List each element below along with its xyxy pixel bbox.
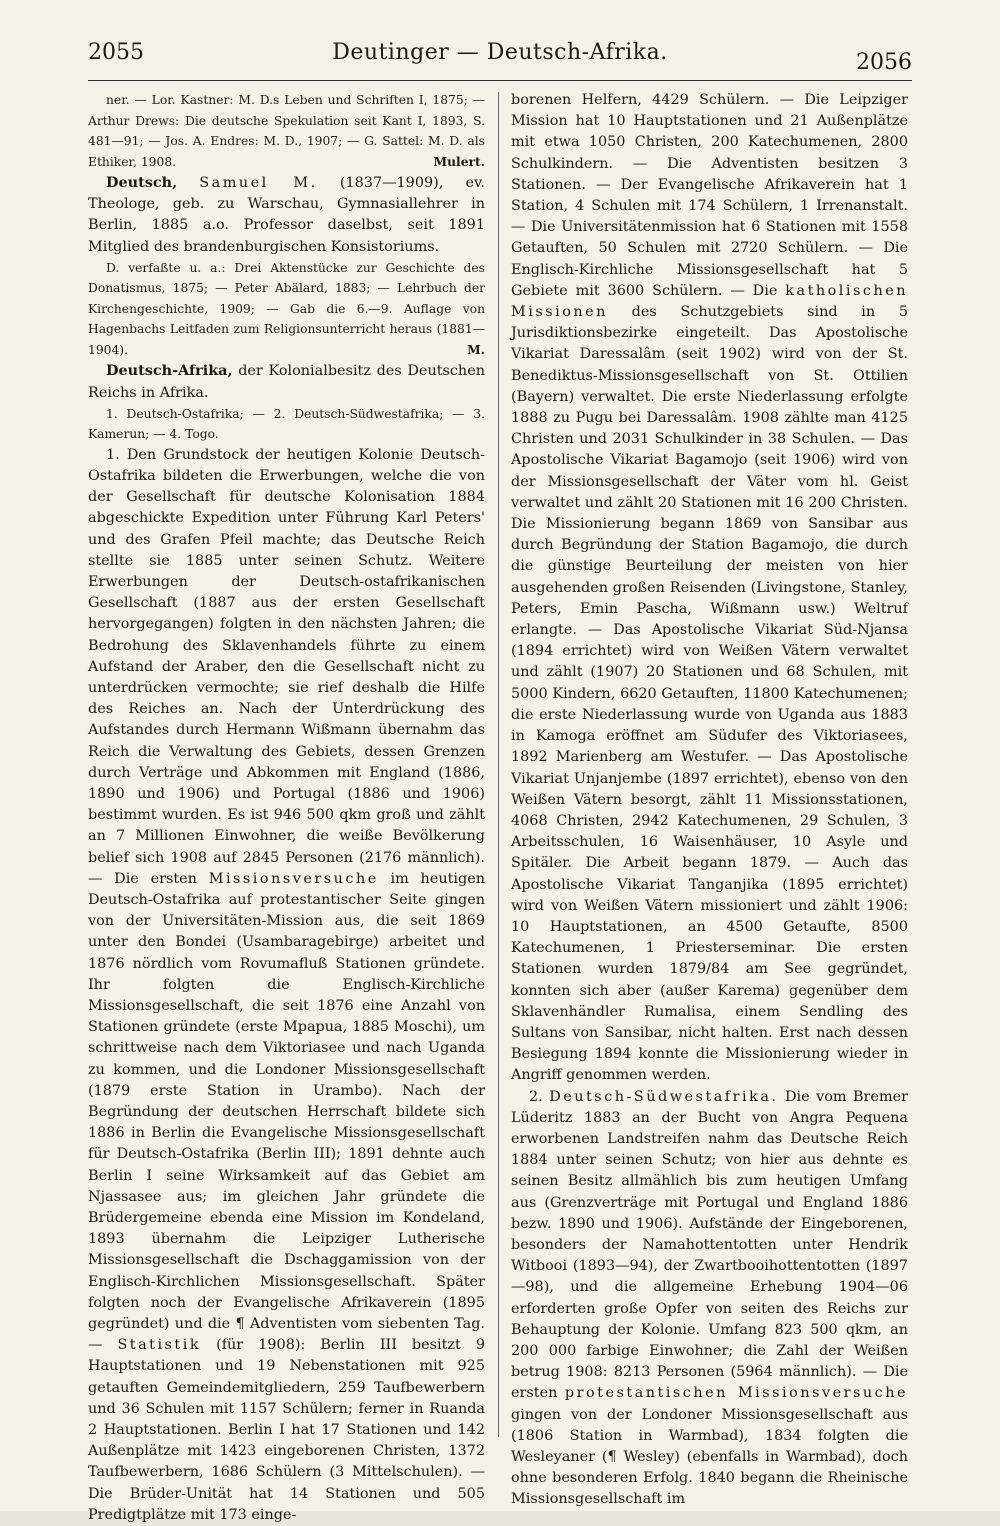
entry-name: Samuel M.	[199, 175, 318, 191]
spaced-term: Deutsch-Südwestafrika.	[549, 1088, 779, 1105]
entry-deutsch-afrika: Deutsch-Afrika, der Kolonialbesitz des Deutschen Reichs in Afrika.	[88, 362, 485, 401]
spaced-term: katholischen Missionen	[511, 282, 908, 321]
spaced-term: Statistik	[117, 1337, 202, 1354]
entry-headword: Deutsch,	[106, 174, 178, 191]
running-title: Deutinger — Deutsch-Afrika.	[332, 40, 668, 65]
header-rule	[88, 80, 912, 81]
signature-mulert: Mulert.	[433, 153, 485, 169]
signature-m: M.	[467, 341, 485, 357]
section-suedwestafrika: 2. Deutsch-Südwestafrika. Die vom Bremer Lüderitz 1883 an der Bucht von Angra Pequena erworbenen Landstreifen nahm das Deutsche Reich 1884 unter seinen Schutz; von hier aus dehnte es seinen Besitz allmählich bis zum heutigen Umfang aus (Grenzverträge mit Portugal und England 1886 bezw. 1890 und 1906). Aufstände der Eingeborenen, besonders der Namahottentotten unter Hendrik Witbooi (1893—94), der Zwartbooihottentotten (1897—98), und die allgemeine Erhebung 1904—06 erforderten große Opfer von seiten des Reichs zur Behauptung der Kolonie. Umfang 823 500 qkm, an 200 000 farbige Einwohner; die Zahl der Weißen betrug 1908: 8213 Personen (5964 männlich). — Die ersten protestantischen Missionsversuche gingen von der Londoner Missionsgesellschaft aus (1806 Station in Warmbad), 1834 folgten die Wesleyaner (¶ Wesley) (ebenfalls in Warmbad), doch ohne besonderen Erfolg. 1840 begann die Rheinische Missionsgesellschaft im	[511, 1088, 908, 1508]
column-divider	[498, 92, 499, 1437]
entry-contents: 1. Deutsch-Ostafrika; — 2. Deutsch-Südwestafrika; — 3. Kamerun; — 4. Togo.	[88, 406, 485, 442]
entry-headword: Deutsch-Afrika,	[106, 362, 233, 380]
right-column	[511, 90, 908, 1511]
page-header	[88, 40, 912, 80]
section-ostafrika-continued: borenen Helfern, 4429 Schülern. — Die Leipziger Mission hat 10 Hauptstationen und 21 Außenplätze mit etwa 1050 Christen, 200 Katechumenen, 2800 Schulkindern. — Die Adventisten besitzen 3 Stationen. — Der Evangelische Afrikaverein hat 1 Station, 4 Schulen mit 174 Schülern, 1 Irrenanstalt. — Die Universitätenmission hat 6 Stationen mit 1558 Getauften, 50 Schulen mit 2720 Schülern. — Die Englisch-Kirchliche Missionsgesellschaft hat 5 Gebiete mit 3600 Schülern. — Die katholischen Missionen des Schutzgebiets sind in 5 Jurisdiktionsbezirke eingeteilt. Das Apostolische Vikariat Daressalâm (seit 1902) wird von der St. Benediktus-Missionsgesellschaft von St. Ottilien (Bayern) verwaltet. Die erste Niederlassung erfolgte 1888 zu Pugu bei Daressalâm. 1908 zählte man 4125 Christen und 2031 Schulkinder in 38 Schulen. — Das Apostolische Vikariat Bagamojo (seit 1906) wird von der Missionsgesellschaft der Väter vom hl. Geist verwaltet und zählt 20 Stationen mit 16 200 Christen. Die Missionierung begann 1869 von Sansibar aus durch Begründung der Station Bagamojo, die durch die günstige Beurteilung der meisten von hier ausgehenden großen Reisenden (Livingstone, Stanley, Peters, Emin Pascha, Wißmann usw.) Weltruf erlangte. — Das Apostolische Vikariat Süd-Njansa (1894 errichtet) wird von Weißen Vätern verwaltet und zählt (1907) 20 Stationen und 68 Schulen, mit 5000 Kindern, 6620 Getauften, 11800 Katechumenen; die erste Niederlassung wurde von Uganda aus 1883 in Kamoga eröffnet am Südufer des Viktoriasees, 1892 Marienberg am Westufer. — Das Apostolische Vikariat Unjanjembe (1897 errichtet), ebenso von den Weißen Vätern besorgt, zählt 11 Missionsstationen, 4068 Christen, 2942 Katechumenen, 29 Schulen, 3 Arbeitsschulen, 16 Waisenhäuser, 10 Asyle und Spitäler. Die Arbeit begann 1879. — Auch das Apostolische Vikariat Tanganjika (1895 errichtet) wird von Weißen Vätern missioniert und zählt 1906: 10 Hauptstationen, an 4500 Getaufte, 8500 Katechumenen, 1 Priesterseminar. Die ersten Stationen wurden 1879/84 am See gegründet, konnten sich aber (außer Karema) gegenüber dem Sklavenhändler Rumalisa, einem Sendling des Sultans von Sansibar, nicht halten. Erst nach dessen Besiegung 1894 konnte die Missionierung wieder in Angriff genommen werden.	[511, 92, 908, 1084]
page-number-left: 2055	[88, 40, 144, 65]
spaced-term: protestantischen Missionsversuche	[564, 1385, 908, 1402]
page-number-right: 2056	[856, 50, 912, 75]
spaced-term: Missionsversuche	[208, 870, 379, 887]
left-column	[88, 90, 485, 1526]
entry-deutsch-samuel: Deutsch, Samuel M. (1837—1909), ev. Theologe, geb. zu Warschau, Gymnasiallehrer in Berlin, 1885 a.o. Professor daselbst, seit 1891 Mitglied des brandenburgischen Konsistoriums.	[88, 174, 485, 255]
bibliography-deutsch: D. verfaßte u. a.: Drei Aktenstücke zur Geschichte des Donatismus, 1875; — Peter Abälard, 1883; — Lehrbuch der Kirchengeschichte, 1909; — Gab die 6.—9. Auflage von Hagenbachs Leitfaden zum Religionsunterricht heraus (1881—1904). M.	[88, 258, 485, 361]
bibliography-kastner: ner. — Lor. Kastner: M. D.s Leben und Schriften I, 1875; — Arthur Drews: Die deutsche Spekulation seit Kant I, 1893, S. 481—91; — Jos. A. Endres: M. D., 1907; — G. Sattel: M. D. als Ethiker, 1908. Mulert.	[88, 90, 485, 172]
section-ostafrika: 1. Den Grundstock der heutigen Kolonie Deutsch-Ostafrika bildeten die Erwerbungen, welche die von der Gesellschaft für deutsche Kolonisation 1884 abgeschickte Expedition unter Führung Karl Peters' und des Grafen Pfeil machte; das Deutsche Reich stellte sie 1885 unter seinen Schutz. Weitere Erwerbungen der Deutsch-ostafrikanischen Gesellschaft (1887 aus der ersten Gesellschaft hervorgegangen) folgten in den nächsten Jahren; die Bedrohung des Sklavenhandels führte zu einem Aufstand der Araber, den die Gesellschaft nicht zu unterdrücken vermochte; sie rief deshalb die Hilfe des Reiches an. Nach der Unterdrückung des Aufstandes durch Hermann Wißmann übernahm das Reich die Verwaltung des Gebiets, dessen Grenzen durch Verträge und Abkommen mit England (1886, 1890 und 1906) und Portugal (1886 und 1906) bestimmt wurden. Es ist 946 500 qkm groß und zählt an 7 Millionen Einwohner, die weiße Bevölkerung belief sich 1908 auf 2845 Personen (2176 männlich). — Die ersten Missionsversuche im heutigen Deutsch-Ostafrika auf protestantischer Seite gingen von der Universitäten-Mission aus, die seit 1869 unter den Bondei (Usambaragebirge) arbeitet und 1876 nördlich vom Rovumafluß Stationen gründete. Ihr folgten die Englisch-Kirchliche Missionsgesellschaft, die seit 1876 eine Anzahl von Stationen gründete (erste Mpapua, 1885 Moschi), um schrittweise nach dem Viktoriasee und nach Uganda zu kommen, und die Londoner Missionsgesellschaft (1879 erste Station in Urambo). Nach der Begründung der deutschen Herrschaft bildete sich 1886 in Berlin die Evangelische Missionsgesellschaft für Deutsch-Ostafrika (Berlin III); 1891 dehnte auch Berlin I seine Wirksamkeit auf das Gebiet am Njassasee aus; im gleichen Jahr gründete die Brüdergemeine ebenda eine Mission im Kondeland, 1893 übernahm die Leipziger Lutherische Missionsgesellschaft die Dschaggamission von der Englisch-Kirchlichen Missionsgesellschaft. Später folgten noch der Evangelische Afrikaverein (1895 gegründet) und die ¶ Adventisten vom siebenten Tag. — Statistik (für 1908): Berlin III besitzt 9 Hauptstationen und 19 Nebenstationen mit 925 getauften Gemeindemitgliedern, 259 Taufbewerbern und 36 Schulen mit 1157 Schülern; ferner in Ruanda 2 Hauptstationen. Berlin I hat 17 Stationen und 142 Außenplätze mit 1423 eingeborenen Christen, 1372 Taufbewerbern, 1686 Schülern (3 Mittelschulen). — Die Brüder-Unität hat 14 Stationen und 505 Predigtplätze mit 173 einge-	[88, 446, 485, 1523]
